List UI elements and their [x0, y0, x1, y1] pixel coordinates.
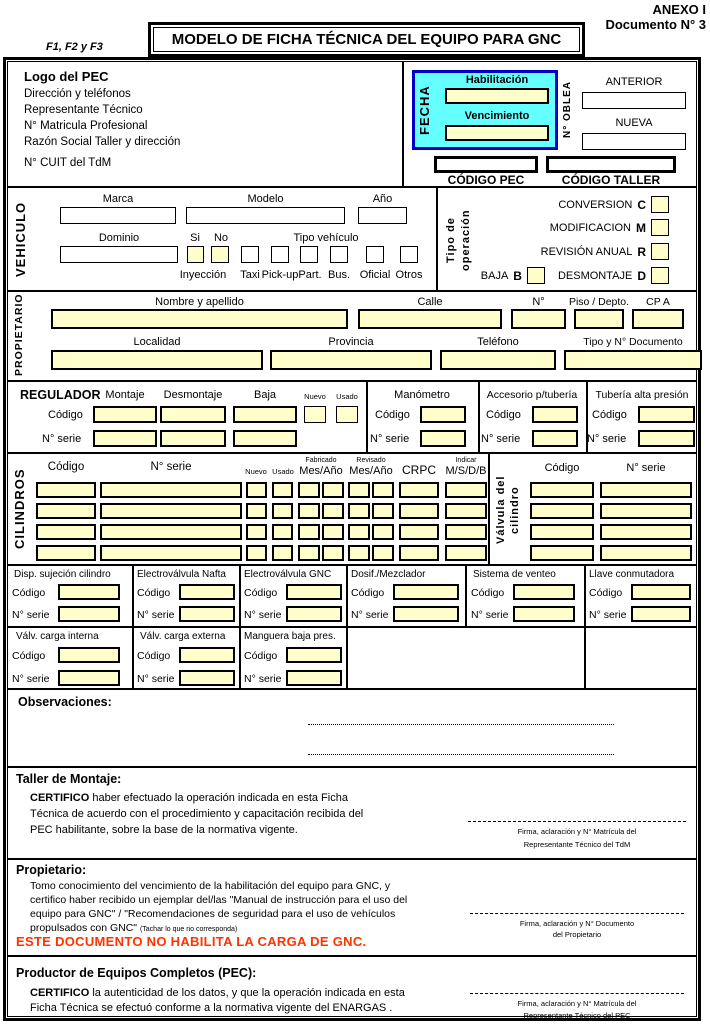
revision-code: R [637, 244, 646, 259]
cilindro4-nserie-input[interactable] [100, 545, 242, 561]
modificacion-label: MODIFICACION [549, 221, 631, 234]
pec-matricula-line: N° Matricula Profesional [24, 120, 148, 132]
particular-label: Part. [298, 269, 322, 281]
checkbox-bus[interactable] [330, 246, 348, 263]
cilindro2-usado-checkbox[interactable] [272, 503, 293, 519]
valvula2-nserie-input[interactable] [600, 503, 692, 519]
component-nserie-label: N° serie [589, 609, 627, 621]
pec-signature-line[interactable] [470, 993, 684, 994]
component-cell-manguera [241, 628, 346, 690]
regulador-desmontaje-nserie-input[interactable] [160, 430, 226, 447]
form-ref: F1, F2 y F3 [46, 41, 103, 53]
marca-input[interactable] [60, 207, 176, 224]
taller-signature-line[interactable] [468, 821, 686, 822]
cilindro3-rev-mes-input[interactable] [348, 524, 370, 540]
component-cell-sujecion [8, 566, 132, 626]
pec-firma-caption-2: Representante Técnico del PEC [523, 1011, 631, 1020]
manometro-nserie-label: N° serie [370, 433, 410, 445]
tuberia-nserie-label: N° serie [587, 433, 627, 445]
section-taller-montaje [8, 766, 696, 858]
habilitacion-date-input[interactable] [445, 88, 549, 104]
cilindro4-rev-mes-input[interactable] [348, 545, 370, 561]
pec-cert-heading: Productor de Equipos Completos (PEC): [16, 966, 257, 980]
cilindro1-nserie-input[interactable] [100, 482, 242, 498]
component-nserie-label: N° serie [244, 673, 282, 685]
cilindro3-nuevo-checkbox[interactable] [246, 524, 267, 540]
tipo-vehiculo-label: Tipo vehículo [293, 232, 359, 244]
component-codigo-label: Código [12, 650, 46, 662]
pec-cuit-line: N° CUIT del TdM [24, 157, 112, 169]
fecha-box [412, 70, 558, 150]
codigo-pec-input[interactable] [434, 156, 538, 173]
calle-input[interactable] [358, 309, 502, 329]
manguera-codigo-input[interactable] [286, 647, 342, 663]
mes-ano-fab-header: Mes/Año [299, 465, 343, 477]
cilindro4-usado-checkbox[interactable] [272, 545, 293, 561]
accesorio-title: Accesorio p/tubería [486, 389, 578, 401]
telefono-label: Teléfono [477, 336, 519, 348]
ev-nafta-codigo-input[interactable] [179, 584, 235, 600]
manometro-codigo-input[interactable] [420, 406, 466, 423]
component-title: Disp. sujeción cilindro [14, 569, 111, 580]
checkbox-taxi[interactable] [241, 246, 259, 263]
checkbox-modificacion[interactable] [651, 219, 669, 236]
ev-gnc-nserie-input[interactable] [286, 606, 342, 622]
section-propietario-cert [8, 858, 696, 955]
cilindro4-codigo-input[interactable] [36, 545, 96, 561]
ev-gnc-codigo-input[interactable] [286, 584, 342, 600]
regulador-nuevo-checkbox[interactable] [304, 406, 326, 423]
observaciones-title: Observaciones: [18, 695, 112, 709]
nombre-label: Nombre y apellido [155, 296, 244, 308]
cilindro4-msdb-input[interactable] [445, 545, 487, 561]
provincia-label: Provincia [328, 336, 374, 348]
cilindros-label: CILINDROS [12, 468, 27, 550]
section-cilindros [8, 452, 696, 564]
operation-row-revision [541, 243, 669, 260]
regulador-baja-nserie-input[interactable] [233, 430, 297, 447]
component-codigo-label: Código [471, 587, 505, 599]
manometro-nserie-input[interactable] [420, 430, 466, 447]
regulador-codigo-label: Código [48, 409, 83, 421]
localidad-input[interactable] [51, 350, 263, 370]
component-cell-ev-gnc [241, 566, 346, 626]
form-body [7, 61, 697, 1020]
document-number: Documento N° 3 [605, 17, 706, 32]
cilindro1-fab-ano-input[interactable] [322, 482, 344, 498]
form-frame [3, 57, 701, 1021]
cilindro2-nuevo-checkbox[interactable] [246, 503, 267, 519]
modelo-input[interactable] [186, 207, 345, 224]
tuberia-nserie-input[interactable] [638, 430, 695, 447]
observaciones-line-2[interactable] [308, 754, 614, 755]
dosificador-codigo-input[interactable] [393, 584, 459, 600]
ano-input[interactable] [358, 207, 407, 224]
checkbox-desmontaje[interactable] [651, 267, 669, 284]
venteo-codigo-input[interactable] [513, 584, 575, 600]
annex-line: ANEXO I [652, 2, 706, 17]
valvula-cilindro-label: Válvula del cilindro [495, 475, 521, 545]
inyeccion-label: Inyección [179, 269, 227, 281]
revisado-header: Revisado [356, 457, 386, 464]
component-cell-carga-interna [8, 628, 132, 690]
cilindro1-usado-checkbox[interactable] [272, 482, 293, 498]
manometro-codigo-label: Código [375, 409, 410, 421]
component-cell-carga-externa [134, 628, 239, 690]
cilindro2-nserie-input[interactable] [100, 503, 242, 519]
cilindro2-msdb-input[interactable] [445, 503, 487, 519]
annex-label [605, 2, 706, 32]
regulador-nserie-label: N° serie [42, 433, 82, 445]
valvula-cilindro-zone [488, 454, 696, 564]
component-codigo-label: Código [137, 587, 171, 599]
pec-cert-text: CERTIFICO la autenticidad de los datos, y que la operación indicada en esta Ficha Técnica se efectuó conforme a la normativa vigente del ENARGAS . [30, 987, 405, 1014]
regulador-usado-checkbox[interactable] [336, 406, 358, 423]
dosificador-nserie-input[interactable] [393, 606, 459, 622]
accesorio-codigo-input[interactable] [532, 406, 578, 423]
fecha-oblea-zone [402, 62, 696, 186]
habilitacion-label: Habilitación [465, 74, 529, 86]
cilindro3-fab-mes-input[interactable] [298, 524, 320, 540]
valvula3-codigo-input[interactable] [530, 524, 594, 540]
valvula1-codigo-input[interactable] [530, 482, 594, 498]
tipo-operacion-label: Tipo de operación [445, 209, 472, 271]
calle-label: Calle [417, 296, 443, 308]
cilindro2-fab-ano-input[interactable] [322, 503, 344, 519]
section-propietario [8, 290, 696, 380]
regulador-title: REGULADOR [20, 388, 101, 402]
valvula4-nserie-input[interactable] [600, 545, 692, 561]
conversion-code: C [637, 197, 646, 212]
venteo-nserie-input[interactable] [513, 606, 575, 622]
documento-input[interactable] [564, 350, 702, 370]
accesorio-nserie-input[interactable] [532, 430, 578, 447]
desmontaje-code: D [637, 268, 646, 283]
divider [366, 382, 368, 452]
checkbox-revision[interactable] [651, 243, 669, 260]
regulador-montaje-codigo-input[interactable] [93, 406, 157, 423]
sujecion-codigo-input[interactable] [58, 584, 120, 600]
cp-label: CP A [646, 296, 670, 308]
nombre-input[interactable] [51, 309, 348, 329]
component-cell-conmutadora [586, 566, 695, 626]
tuberia-title: Tubería alta presión [595, 389, 689, 401]
cilindro1-fab-mes-input[interactable] [298, 482, 320, 498]
section-regulador [8, 380, 696, 452]
checkbox-pickup[interactable] [271, 246, 289, 263]
component-nserie-label: N° serie [12, 673, 50, 685]
fecha-label: FECHA [417, 85, 432, 135]
no-label: No [213, 232, 229, 244]
carga-externa-codigo-input[interactable] [179, 647, 235, 663]
operation-row-modificacion [550, 219, 669, 236]
component-codigo-label: Código [351, 587, 385, 599]
propietario-firma-caption-1: Firma, aclaración y N° Documento [519, 919, 635, 928]
cilindro3-crpc-input[interactable] [399, 524, 439, 540]
cilindros-nserie-header: N° serie [150, 461, 192, 473]
pec-firma-caption-1: Firma, aclaración y N° Matrícula del [517, 999, 637, 1008]
valvula4-codigo-input[interactable] [530, 545, 594, 561]
checkbox-particular[interactable] [300, 246, 318, 263]
accesorio-codigo-label: Código [486, 409, 521, 421]
cilindro1-crpc-input[interactable] [399, 482, 439, 498]
conversion-label: CONVERSION [558, 198, 633, 211]
oblea-nueva-input[interactable] [582, 133, 686, 150]
conmutadora-codigo-input[interactable] [631, 584, 691, 600]
sujecion-nserie-input[interactable] [58, 606, 120, 622]
component-title: Válv. carga externa [140, 631, 226, 642]
codigo-taller-label: CÓDIGO TALLER [561, 173, 661, 187]
taller-cert-text: CERTIFICO haber efectuado la operación indicada en esta Ficha Técnica de acuerdo con el procedimiento y capacitación recibida del PEC habilitante, sobre la base de la normativa vigente. [30, 792, 364, 836]
cilindro4-fab-mes-input[interactable] [298, 545, 320, 561]
component-nserie-label: N° serie [12, 609, 50, 621]
cilindro3-nserie-input[interactable] [100, 524, 242, 540]
component-title: Llave conmutadora [589, 569, 675, 580]
carga-externa-nserie-input[interactable] [179, 670, 235, 686]
observaciones-line-1[interactable] [308, 724, 614, 725]
manguera-nserie-input[interactable] [286, 670, 342, 686]
tuberia-codigo-label: Código [592, 409, 627, 421]
carga-interna-nserie-input[interactable] [58, 670, 120, 686]
marca-label: Marca [102, 193, 134, 205]
component-title: Electroválvula GNC [244, 569, 332, 580]
valvula-nserie-header: N° serie [626, 462, 666, 474]
checkbox-baja[interactable] [527, 267, 545, 284]
operation-row-baja-desmontaje [481, 267, 669, 284]
baja-code: B [513, 268, 522, 283]
regulador-desmontaje-codigo-input[interactable] [160, 406, 226, 423]
telefono-input[interactable] [440, 350, 556, 370]
component-nserie-label: N° serie [137, 609, 175, 621]
pec-logo-title: Logo del PEC [24, 69, 109, 84]
cilindro3-msdb-input[interactable] [445, 524, 487, 540]
propietario-firma-caption-2: del Propietario [552, 930, 602, 939]
cilindro4-crpc-input[interactable] [399, 545, 439, 561]
cilindro2-rev-mes-input[interactable] [348, 503, 370, 519]
section-observaciones [8, 688, 696, 766]
desmontaje-col-label: Desmontaje [163, 389, 223, 401]
checkbox-otros[interactable] [400, 246, 418, 263]
modelo-label: Modelo [247, 193, 284, 205]
component-nserie-label: N° serie [351, 609, 389, 621]
pec-logo-block [24, 69, 180, 171]
crpc-header: CRPC [401, 463, 436, 477]
component-codigo-label: Código [12, 587, 46, 599]
usado-label: Usado [336, 392, 358, 401]
cilindro4-nuevo-checkbox[interactable] [246, 545, 267, 561]
valvula-codigo-header: Código [544, 462, 580, 474]
pickup-label: Pick-up [261, 269, 299, 281]
cilindro2-codigo-input[interactable] [36, 503, 96, 519]
bus-label: Bus. [327, 269, 350, 281]
otros-label: Otros [395, 269, 423, 281]
codigo-pec-label: CÓDIGO PEC [447, 173, 525, 187]
valvula1-nserie-input[interactable] [600, 482, 692, 498]
vencimiento-label: Vencimiento [464, 110, 530, 122]
checkbox-oficial[interactable] [366, 246, 384, 263]
baja-col-label: Baja [253, 389, 277, 401]
propietario-cert-text: Tomo conocimiento del vencimiento de la habilitación del equipo para GNC, y certifico haber recibido un ejemplar del/las "Manual de instrucción para el uso del equipo para GNC" / "Recomendaciones de seguridad para el uso de vehículos propulsados con GNC" (Tachar lo que no corresponda) [30, 880, 408, 934]
component-nserie-label: N° serie [471, 609, 509, 621]
msdb-header: M/S/D/B [445, 465, 487, 477]
regulador-montaje-nserie-input[interactable] [93, 430, 157, 447]
cilindro3-fab-ano-input[interactable] [322, 524, 344, 540]
nuevo-label: Nuevo [304, 392, 326, 401]
component-nserie-label: N° serie [244, 609, 282, 621]
oblea-anterior-label: ANTERIOR [605, 76, 663, 88]
cilindros-codigo-header: Código [47, 461, 85, 473]
taller-firma-caption-1: Firma, aclaración y N° Matrícula del [517, 827, 637, 836]
cilindro3-codigo-input[interactable] [36, 524, 96, 540]
cilindro2-crpc-input[interactable] [399, 503, 439, 519]
modificacion-code: M [636, 220, 646, 235]
certifico-word: CERTIFICO [30, 987, 90, 999]
operation-row-conversion [558, 196, 669, 213]
component-title: Válv. carga interna [16, 631, 99, 642]
cilindro1-nuevo-checkbox[interactable] [246, 482, 267, 498]
taxi-label: Taxi [240, 269, 260, 281]
cilindro1-rev-ano-input[interactable] [372, 482, 394, 498]
taller-heading: Taller de Montaje: [16, 772, 122, 786]
codigo-taller-input[interactable] [546, 156, 676, 173]
ev-nafta-nserie-input[interactable] [179, 606, 235, 622]
ano-label: Año [372, 193, 393, 205]
valvula3-nserie-input[interactable] [600, 524, 692, 540]
accesorio-nserie-label: N° serie [481, 433, 521, 445]
si-label: Si [190, 232, 200, 244]
desmontaje-label: DESMONTAJE [557, 269, 633, 282]
cilindro1-rev-mes-input[interactable] [348, 482, 370, 498]
indicar-header: Indicar [455, 457, 477, 464]
pec-razon-line: Razón Social Taller y dirección [24, 136, 181, 148]
carga-interna-codigo-input[interactable] [58, 647, 120, 663]
pec-rep-line: Representante Técnico [24, 104, 143, 116]
section-pec-cert [8, 955, 696, 1020]
provincia-input[interactable] [270, 350, 432, 370]
regulador-baja-codigo-input[interactable] [233, 406, 297, 423]
piso-label: Piso / Depto. [568, 296, 630, 308]
page-title: MODELO DE FICHA TÉCNICA DEL EQUIPO PARA GNC [153, 27, 580, 52]
component-cell-ev-nafta [134, 566, 239, 626]
title-box [148, 22, 585, 57]
cp-input[interactable] [632, 309, 684, 329]
no-habilita-warning: ESTE DOCUMENTO NO HABILITA LA CARGA DE GNC. [16, 934, 367, 949]
propietario-cert-heading: Propietario: [16, 863, 87, 877]
oblea-nueva-label: NUEVA [615, 117, 653, 129]
piso-input[interactable] [574, 309, 624, 329]
conmutadora-nserie-input[interactable] [631, 606, 691, 622]
montaje-label: Montaje [105, 389, 145, 401]
oblea-anterior-input[interactable] [582, 92, 686, 109]
tuberia-codigo-input[interactable] [638, 406, 695, 423]
dominio-label: Dominio [98, 232, 140, 244]
component-codigo-label: Código [244, 587, 278, 599]
checkbox-inyeccion-si[interactable] [187, 246, 204, 263]
baja-label: BAJA [480, 269, 509, 282]
cilindro4-fab-ano-input[interactable] [322, 545, 344, 561]
documento-label: Tipo y N° Documento [583, 336, 683, 348]
cilindros-usado-header: Usado [272, 467, 294, 476]
checkbox-conversion[interactable] [651, 196, 669, 213]
propietario-signature-line[interactable] [470, 913, 684, 914]
component-codigo-label: Código [244, 650, 278, 662]
component-title: Electroválvula Nafta [137, 569, 226, 580]
revision-label: REVISIÓN ANUAL [540, 245, 633, 258]
propietario-label: PROPIETARIO [13, 293, 25, 376]
fabricado-header: Fabricado [305, 457, 337, 464]
component-title: Dosif./Mezclador [351, 569, 426, 580]
checkbox-inyeccion-no[interactable] [211, 246, 229, 263]
section-pec-header [8, 62, 696, 186]
cilindro2-rev-ano-input[interactable] [372, 503, 394, 519]
mes-ano-rev-header: Mes/Año [349, 465, 393, 477]
vencimiento-date-input[interactable] [445, 125, 549, 141]
numero-input[interactable] [511, 309, 566, 329]
component-title: Sistema de venteo [473, 569, 556, 580]
section-vehiculo [8, 186, 696, 290]
cilindro4-rev-ano-input[interactable] [372, 545, 394, 561]
component-title: Manguera baja pres. [244, 631, 336, 642]
component-codigo-label: Código [589, 587, 623, 599]
cilindros-nuevo-header: Nuevo [245, 467, 267, 476]
valvula2-codigo-input[interactable] [530, 503, 594, 519]
component-nserie-label: N° serie [137, 673, 175, 685]
tachar-nota: (Tachar lo que no corresponda) [139, 926, 238, 933]
manometro-title: Manómetro [394, 389, 450, 401]
cilindro3-rev-ano-input[interactable] [372, 524, 394, 540]
oficial-label: Oficial [359, 269, 391, 281]
dominio-input[interactable] [60, 246, 178, 263]
section-componentes [8, 564, 696, 688]
pec-address-line: Dirección y teléfonos [24, 88, 131, 100]
cilindro2-fab-mes-input[interactable] [298, 503, 320, 519]
component-codigo-label: Código [137, 650, 171, 662]
certifico-word: CERTIFICO [30, 792, 90, 804]
localidad-label: Localidad [133, 336, 181, 348]
cilindro3-usado-checkbox[interactable] [272, 524, 293, 540]
tipo-operacion-zone [438, 188, 696, 290]
component-cell-venteo [467, 566, 584, 626]
numero-label: N° [532, 296, 545, 308]
component-cell-dosificador [348, 566, 465, 626]
cilindro1-codigo-input[interactable] [36, 482, 96, 498]
cilindro1-msdb-input[interactable] [445, 482, 487, 498]
taller-firma-caption-2: Representante Técnico del TdM [523, 840, 631, 849]
oblea-label: N° OBLEA [562, 81, 573, 139]
vehiculo-label: VEHICULO [13, 201, 28, 277]
